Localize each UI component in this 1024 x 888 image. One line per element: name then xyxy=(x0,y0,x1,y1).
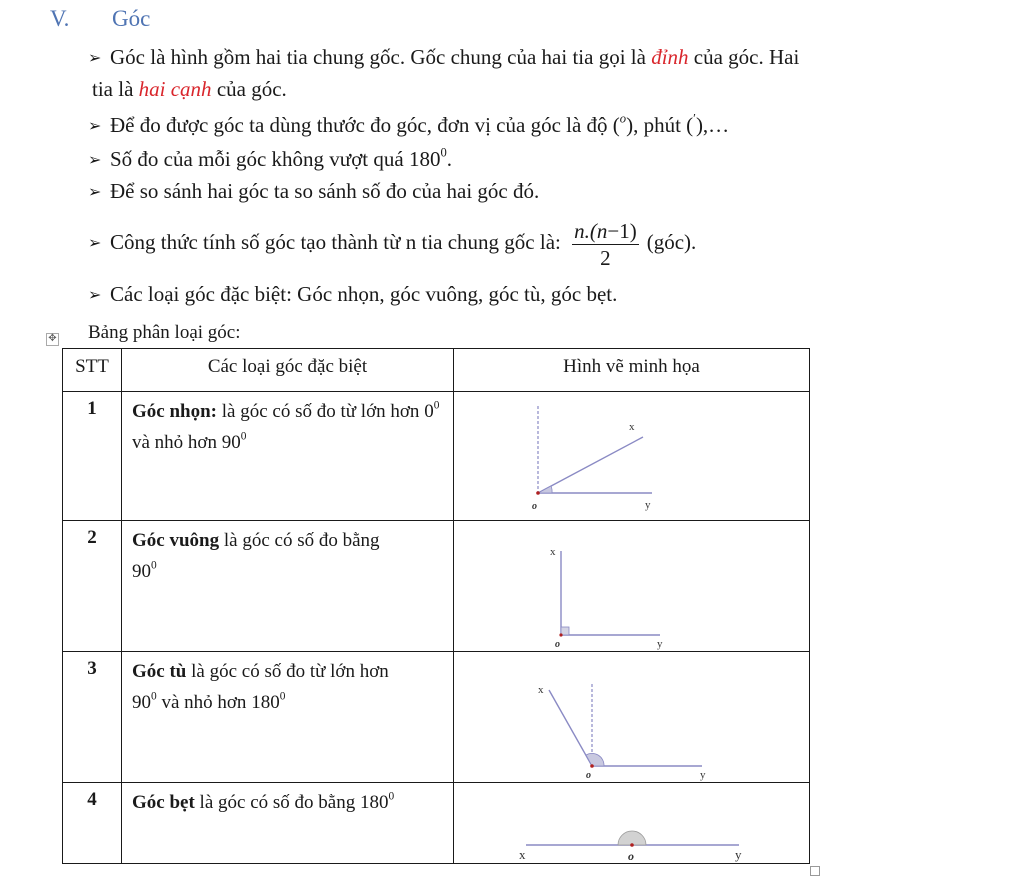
svg-text:x: x xyxy=(538,684,544,696)
header-figure: Hình vẽ minh họa xyxy=(454,349,810,392)
table-header-row xyxy=(63,349,810,392)
arrow-bullet-icon: ➢ xyxy=(88,152,102,169)
obtuse-angle-figure xyxy=(454,652,810,783)
row-description: Góc vuông là góc có số đo bằng $90^0$ xyxy=(132,530,380,582)
svg-text:x: x xyxy=(519,847,526,862)
svg-text:o: o xyxy=(532,501,537,512)
angle-classification-table xyxy=(62,348,810,864)
header-stt: STT xyxy=(63,349,122,392)
svg-text:x: x xyxy=(550,546,556,558)
svg-text:x: x xyxy=(629,421,635,433)
arrow-bullet-icon: ➢ xyxy=(88,184,102,201)
emphasis-dinh: đỉnh xyxy=(651,45,689,69)
arrow-bullet-icon: ➢ xyxy=(88,287,102,304)
svg-text:y: y xyxy=(700,769,706,781)
arrow-bullet-icon: ➢ xyxy=(88,235,102,252)
table-row xyxy=(63,652,810,783)
acute-angle-icon xyxy=(454,392,809,521)
section-title: Góc xyxy=(112,6,151,31)
bullet-max: ➢ Số đo của mỗi góc không vượt quá $180^0$. xyxy=(88,144,452,176)
table-move-handle-icon[interactable]: ✥ xyxy=(46,333,59,346)
svg-text:y: y xyxy=(645,499,651,511)
svg-text:o: o xyxy=(586,770,591,781)
section-heading xyxy=(50,6,150,32)
bullet-special: ➢ Các loại góc đặc biệt: Góc nhọn, góc vuông, góc tù, góc bẹt. xyxy=(88,279,617,311)
straight-angle-icon xyxy=(454,783,809,864)
row-number: 4 xyxy=(87,789,97,810)
svg-text:y: y xyxy=(735,847,742,862)
row-number: 1 xyxy=(87,398,97,419)
row-description: Góc nhọn: là góc có số đo từ lớn hơn $0^0$ và nhỏ hơn $90^0$ xyxy=(132,399,440,453)
header-types: Các loại góc đặc biệt xyxy=(122,349,454,392)
table-caption: Bảng phân loại góc: xyxy=(88,322,241,343)
svg-text:o: o xyxy=(628,849,634,863)
svg-text:o: o xyxy=(555,639,560,650)
row-number: 2 xyxy=(87,527,97,548)
table-row xyxy=(63,521,810,652)
emphasis-hai-canh: hai cạnh xyxy=(138,77,212,101)
row-number: 3 xyxy=(87,658,97,679)
row-description: Góc bẹt là góc có số đo bằng $180^0$ xyxy=(132,790,395,813)
table-row xyxy=(63,783,810,864)
obtuse-angle-icon xyxy=(454,652,809,783)
bullet-definition: ➢ Góc là hình gồm hai tia chung gốc. Gốc chung của hai tia gọi là đỉnh của góc. Hai xyxy=(88,42,799,74)
right-angle-figure xyxy=(454,521,810,652)
right-angle-icon xyxy=(454,521,809,652)
arrow-bullet-icon: ➢ xyxy=(88,118,102,135)
table-resize-handle[interactable] xyxy=(810,866,820,876)
acute-angle-figure xyxy=(454,392,810,521)
bullet-measure: ➢ Để đo được góc ta dùng thước đo góc, đơn vị của góc là độ ($^o$), phút (′),… xyxy=(88,110,729,142)
straight-angle-figure xyxy=(454,783,810,864)
bullet-definition-cont: tia là hai cạnh của góc. xyxy=(92,77,287,101)
section-number: V. xyxy=(50,6,70,31)
arrow-bullet-icon: ➢ xyxy=(88,50,102,67)
formula-fraction: $\frac{n.(n-1)}{2}$ xyxy=(574,218,637,270)
table-row xyxy=(63,392,810,521)
row-description: Góc tù là góc có số đo từ lớn hơn $90^0$ và nhỏ hơn $180^0$ xyxy=(132,661,389,713)
bullet-compare: ➢ Để so sánh hai góc ta so sánh số đo của hai góc đó. xyxy=(88,176,539,208)
bullet-formula: ➢ Công thức tính số góc tạo thành từ n tia chung gốc là: $\frac{n.(n-1)}{2}$ (góc). xyxy=(88,214,696,272)
svg-text:y: y xyxy=(657,638,663,650)
